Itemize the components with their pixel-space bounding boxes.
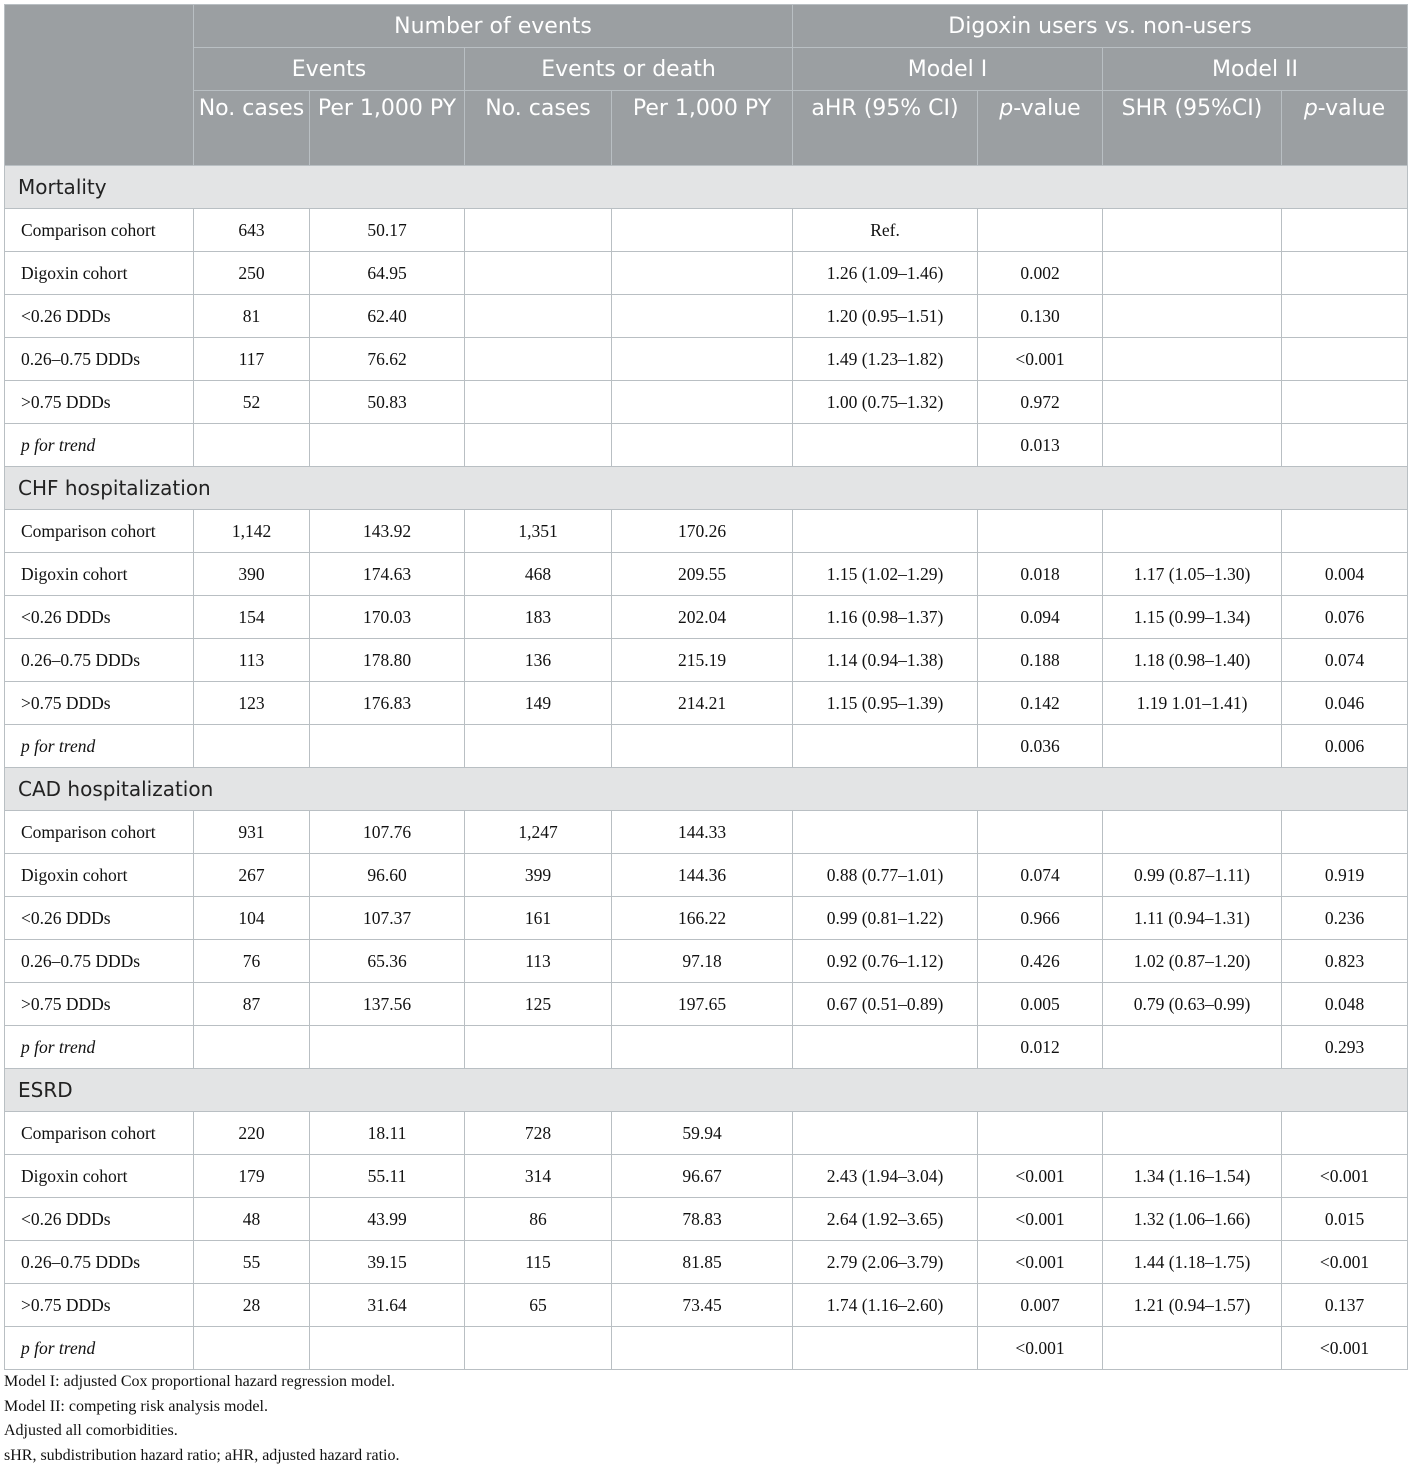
table-cell: 0.188 bbox=[978, 639, 1103, 682]
table-cell bbox=[612, 725, 793, 768]
section-row bbox=[5, 1069, 1408, 1112]
table-cell: 0.076 bbox=[1282, 596, 1408, 639]
table-cell bbox=[793, 811, 978, 854]
table-cell: 62.40 bbox=[310, 295, 465, 338]
table-cell bbox=[1282, 209, 1408, 252]
row-label: 0.26–0.75 DDDs bbox=[5, 338, 194, 381]
table-row bbox=[5, 983, 1408, 1026]
table-cell bbox=[793, 424, 978, 467]
table-cell: 28 bbox=[194, 1284, 310, 1327]
table-cell: 215.19 bbox=[612, 639, 793, 682]
table-cell: 0.002 bbox=[978, 252, 1103, 295]
table-cell: Ref. bbox=[793, 209, 978, 252]
table-cell: 468 bbox=[465, 553, 612, 596]
header-model-1: Model I bbox=[793, 48, 1103, 91]
table-cell: 149 bbox=[465, 682, 612, 725]
table-cell bbox=[1103, 295, 1282, 338]
table-row bbox=[5, 424, 1408, 467]
table-cell: 176.83 bbox=[310, 682, 465, 725]
table-cell bbox=[612, 381, 793, 424]
table-cell: 643 bbox=[194, 209, 310, 252]
table-cell: 43.99 bbox=[310, 1198, 465, 1241]
table-cell: 214.21 bbox=[612, 682, 793, 725]
p-letter: p bbox=[999, 96, 1013, 121]
table-cell: 1.00 (0.75–1.32) bbox=[793, 381, 978, 424]
table-cell: 1.16 (0.98–1.37) bbox=[793, 596, 978, 639]
table-row bbox=[5, 1198, 1408, 1241]
row-label: <0.26 DDDs bbox=[5, 897, 194, 940]
table-cell: 154 bbox=[194, 596, 310, 639]
table-cell: 314 bbox=[465, 1155, 612, 1198]
table-cell: 136 bbox=[465, 639, 612, 682]
header-blank-cell bbox=[5, 5, 194, 166]
row-label: >0.75 DDDs bbox=[5, 983, 194, 1026]
table-cell bbox=[1103, 424, 1282, 467]
table-cell: 0.99 (0.81–1.22) bbox=[793, 897, 978, 940]
table-cell bbox=[793, 1026, 978, 1069]
table-cell: 96.60 bbox=[310, 854, 465, 897]
header-comparison: Digoxin users vs. non-users bbox=[793, 5, 1408, 48]
table-cell bbox=[194, 424, 310, 467]
table-row bbox=[5, 1112, 1408, 1155]
table-cell: 144.33 bbox=[612, 811, 793, 854]
table-cell bbox=[1103, 252, 1282, 295]
table-cell: 0.036 bbox=[978, 725, 1103, 768]
row-label: >0.75 DDDs bbox=[5, 682, 194, 725]
table-header bbox=[5, 5, 1408, 166]
table-cell: 0.972 bbox=[978, 381, 1103, 424]
table-cell bbox=[1103, 209, 1282, 252]
header-no-cases-events: No. cases bbox=[194, 91, 310, 166]
table-cell bbox=[978, 811, 1103, 854]
table-cell: 0.094 bbox=[978, 596, 1103, 639]
table-cell bbox=[612, 252, 793, 295]
section-title: Mortality bbox=[5, 166, 1408, 209]
table-cell: 137.56 bbox=[310, 983, 465, 1026]
table-cell: 179 bbox=[194, 1155, 310, 1198]
row-label: <0.26 DDDs bbox=[5, 596, 194, 639]
row-label: <0.26 DDDs bbox=[5, 295, 194, 338]
row-label: <0.26 DDDs bbox=[5, 1198, 194, 1241]
table-cell bbox=[465, 381, 612, 424]
table-cell bbox=[194, 1327, 310, 1370]
table-cell bbox=[1282, 338, 1408, 381]
table-cell: <0.001 bbox=[1282, 1155, 1408, 1198]
table-cell: 39.15 bbox=[310, 1241, 465, 1284]
table-cell: 0.966 bbox=[978, 897, 1103, 940]
table-cell: 0.919 bbox=[1282, 854, 1408, 897]
table-cell: 87 bbox=[194, 983, 310, 1026]
table-cell: <0.001 bbox=[978, 1155, 1103, 1198]
table-cell: 0.92 (0.76–1.12) bbox=[793, 940, 978, 983]
table-cell: 0.007 bbox=[978, 1284, 1103, 1327]
table-row bbox=[5, 897, 1408, 940]
table-cell bbox=[978, 1112, 1103, 1155]
section-title: CAD hospitalization bbox=[5, 768, 1408, 811]
table-cell: 0.046 bbox=[1282, 682, 1408, 725]
table-cell: 0.012 bbox=[978, 1026, 1103, 1069]
table-row bbox=[5, 510, 1408, 553]
section-title: ESRD bbox=[5, 1069, 1408, 1112]
footnote: sHR, subdistribution hazard ratio; aHR, adjusted hazard ratio. bbox=[4, 1444, 399, 1468]
table-cell bbox=[978, 209, 1103, 252]
table-cell: 220 bbox=[194, 1112, 310, 1155]
value-suffix: -value bbox=[1318, 96, 1385, 121]
table-cell: 50.83 bbox=[310, 381, 465, 424]
table-cell: <0.001 bbox=[1282, 1327, 1408, 1370]
table-cell bbox=[310, 725, 465, 768]
row-label: 0.26–0.75 DDDs bbox=[5, 1241, 194, 1284]
table-cell bbox=[978, 510, 1103, 553]
table-cell: 202.04 bbox=[612, 596, 793, 639]
table-cell bbox=[465, 338, 612, 381]
table-row bbox=[5, 1327, 1408, 1370]
table-cell bbox=[793, 1112, 978, 1155]
table-cell bbox=[1103, 338, 1282, 381]
table-cell: 1.26 (1.09–1.46) bbox=[793, 252, 978, 295]
table-cell: 0.142 bbox=[978, 682, 1103, 725]
table-cell: 1.32 (1.06–1.66) bbox=[1103, 1198, 1282, 1241]
table-cell bbox=[310, 1026, 465, 1069]
table-cell: 166.22 bbox=[612, 897, 793, 940]
table-cell bbox=[1282, 252, 1408, 295]
table-cell: 1.19 1.01–1.41) bbox=[1103, 682, 1282, 725]
table-cell bbox=[793, 1327, 978, 1370]
row-label: >0.75 DDDs bbox=[5, 381, 194, 424]
table-cell: 267 bbox=[194, 854, 310, 897]
header-ahr: aHR (95% CI) bbox=[793, 91, 978, 166]
table-cell bbox=[194, 725, 310, 768]
table-cell: 117 bbox=[194, 338, 310, 381]
row-label: 0.26–0.75 DDDs bbox=[5, 940, 194, 983]
table-cell: 107.76 bbox=[310, 811, 465, 854]
table-row bbox=[5, 854, 1408, 897]
table-row bbox=[5, 553, 1408, 596]
table-cell: 1.34 (1.16–1.54) bbox=[1103, 1155, 1282, 1198]
table-cell: 18.11 bbox=[310, 1112, 465, 1155]
table-row bbox=[5, 596, 1408, 639]
table-cell bbox=[612, 1026, 793, 1069]
table-row bbox=[5, 682, 1408, 725]
table-cell bbox=[612, 1327, 793, 1370]
table-cell bbox=[1103, 725, 1282, 768]
table-cell: 81.85 bbox=[612, 1241, 793, 1284]
header-no-cases-events-or-death: No. cases bbox=[465, 91, 612, 166]
table-cell bbox=[1282, 811, 1408, 854]
table-cell: 113 bbox=[465, 940, 612, 983]
table-row bbox=[5, 1155, 1408, 1198]
header-model-2: Model II bbox=[1103, 48, 1408, 91]
table-cell: 2.79 (2.06–3.79) bbox=[793, 1241, 978, 1284]
table-cell: 97.18 bbox=[612, 940, 793, 983]
table-cell: <0.001 bbox=[978, 1327, 1103, 1370]
row-label: Comparison cohort bbox=[5, 811, 194, 854]
table-cell bbox=[612, 209, 793, 252]
table-cell: 1.02 (0.87–1.20) bbox=[1103, 940, 1282, 983]
header-shr: SHR (95%CI) bbox=[1103, 91, 1282, 166]
table-row bbox=[5, 381, 1408, 424]
table-cell bbox=[194, 1026, 310, 1069]
table-cell bbox=[793, 725, 978, 768]
table-cell: 197.65 bbox=[612, 983, 793, 1026]
table-cell: 0.013 bbox=[978, 424, 1103, 467]
table-cell bbox=[1282, 424, 1408, 467]
row-label: 0.26–0.75 DDDs bbox=[5, 639, 194, 682]
table-cell: 107.37 bbox=[310, 897, 465, 940]
table-cell bbox=[1103, 510, 1282, 553]
table-cell: 125 bbox=[465, 983, 612, 1026]
table-cell: 64.95 bbox=[310, 252, 465, 295]
table-cell: 399 bbox=[465, 854, 612, 897]
table-row bbox=[5, 1026, 1408, 1069]
table-cell: 81 bbox=[194, 295, 310, 338]
table-cell: 0.130 bbox=[978, 295, 1103, 338]
table-cell: 65 bbox=[465, 1284, 612, 1327]
table-cell: <0.001 bbox=[1282, 1241, 1408, 1284]
table-cell: 1.15 (1.02–1.29) bbox=[793, 553, 978, 596]
table-cell bbox=[465, 1327, 612, 1370]
table-cell bbox=[465, 209, 612, 252]
table-cell: 52 bbox=[194, 381, 310, 424]
table-cell bbox=[612, 295, 793, 338]
table-cell: 78.83 bbox=[612, 1198, 793, 1241]
table-cell bbox=[310, 424, 465, 467]
table-cell: 0.074 bbox=[978, 854, 1103, 897]
table-cell bbox=[465, 295, 612, 338]
table-cell bbox=[793, 510, 978, 553]
table-cell: 0.048 bbox=[1282, 983, 1408, 1026]
table-cell: 1.20 (0.95–1.51) bbox=[793, 295, 978, 338]
table-cell bbox=[1282, 510, 1408, 553]
header-events: Events bbox=[194, 48, 465, 91]
table-cell: 144.36 bbox=[612, 854, 793, 897]
table-row bbox=[5, 639, 1408, 682]
row-label: p for trend bbox=[5, 725, 194, 768]
table-cell: 0.074 bbox=[1282, 639, 1408, 682]
row-label: Digoxin cohort bbox=[5, 252, 194, 295]
table-cell: 0.293 bbox=[1282, 1026, 1408, 1069]
table-cell: 1.11 (0.94–1.31) bbox=[1103, 897, 1282, 940]
table-cell: 0.015 bbox=[1282, 1198, 1408, 1241]
table-cell: 48 bbox=[194, 1198, 310, 1241]
table-cell: 1,142 bbox=[194, 510, 310, 553]
table-cell: 55.11 bbox=[310, 1155, 465, 1198]
header-per-1000-events: Per 1,000 PY bbox=[310, 91, 465, 166]
table-cell bbox=[465, 424, 612, 467]
table-cell: 0.006 bbox=[1282, 725, 1408, 768]
table-cell: 1.15 (0.99–1.34) bbox=[1103, 596, 1282, 639]
table-row bbox=[5, 940, 1408, 983]
table-row bbox=[5, 1241, 1408, 1284]
table-cell: 0.426 bbox=[978, 940, 1103, 983]
p-letter: p bbox=[1304, 96, 1318, 121]
table-cell: 1.14 (0.94–1.38) bbox=[793, 639, 978, 682]
table-cell bbox=[1282, 295, 1408, 338]
row-label: Comparison cohort bbox=[5, 209, 194, 252]
table-cell: 2.64 (1.92–3.65) bbox=[793, 1198, 978, 1241]
table-cell: 209.55 bbox=[612, 553, 793, 596]
table-cell: 1.74 (1.16–2.60) bbox=[793, 1284, 978, 1327]
table-cell: <0.001 bbox=[978, 338, 1103, 381]
table-cell: 161 bbox=[465, 897, 612, 940]
table-cell: 113 bbox=[194, 639, 310, 682]
row-label: p for trend bbox=[5, 424, 194, 467]
table-row bbox=[5, 338, 1408, 381]
table-cell: 115 bbox=[465, 1241, 612, 1284]
results-table bbox=[4, 4, 1408, 1370]
table-cell: 76.62 bbox=[310, 338, 465, 381]
row-label: >0.75 DDDs bbox=[5, 1284, 194, 1327]
table-cell: 123 bbox=[194, 682, 310, 725]
table-cell: 31.64 bbox=[310, 1284, 465, 1327]
row-label: Digoxin cohort bbox=[5, 854, 194, 897]
table-cell: 1,247 bbox=[465, 811, 612, 854]
section-title: CHF hospitalization bbox=[5, 467, 1408, 510]
header-per-1000-events-or-death: Per 1,000 PY bbox=[612, 91, 793, 166]
table-row bbox=[5, 725, 1408, 768]
table-cell: 55 bbox=[194, 1241, 310, 1284]
row-label: p for trend bbox=[5, 1327, 194, 1370]
table-cell: 390 bbox=[194, 553, 310, 596]
table-cell: 50.17 bbox=[310, 209, 465, 252]
table-row bbox=[5, 1284, 1408, 1327]
table-cell: 0.018 bbox=[978, 553, 1103, 596]
row-label: p for trend bbox=[5, 1026, 194, 1069]
row-label: Digoxin cohort bbox=[5, 1155, 194, 1198]
table-cell: 1.18 (0.98–1.40) bbox=[1103, 639, 1282, 682]
table-cell: 1.21 (0.94–1.57) bbox=[1103, 1284, 1282, 1327]
footnote: Adjusted all comorbidities. bbox=[4, 1419, 399, 1444]
table-cell: 0.137 bbox=[1282, 1284, 1408, 1327]
table-cell: 728 bbox=[465, 1112, 612, 1155]
table-cell: 0.236 bbox=[1282, 897, 1408, 940]
table-row bbox=[5, 295, 1408, 338]
table-cell bbox=[1103, 1026, 1282, 1069]
table-cell bbox=[465, 252, 612, 295]
table-cell bbox=[612, 338, 793, 381]
table-cell: 143.92 bbox=[310, 510, 465, 553]
table-cell: 183 bbox=[465, 596, 612, 639]
table-row bbox=[5, 811, 1408, 854]
table-cell: <0.001 bbox=[978, 1198, 1103, 1241]
table-row bbox=[5, 252, 1408, 295]
table-cell: 86 bbox=[465, 1198, 612, 1241]
value-suffix: -value bbox=[1013, 96, 1080, 121]
footnote: Model II: competing risk analysis model. bbox=[4, 1395, 399, 1420]
table-cell: 250 bbox=[194, 252, 310, 295]
table-cell: 65.36 bbox=[310, 940, 465, 983]
table-cell: 76 bbox=[194, 940, 310, 983]
table-body bbox=[5, 166, 1408, 1370]
table-cell: 73.45 bbox=[612, 1284, 793, 1327]
table-cell: 0.88 (0.77–1.01) bbox=[793, 854, 978, 897]
table-cell bbox=[310, 1327, 465, 1370]
section-row bbox=[5, 467, 1408, 510]
table-cell: 1.44 (1.18–1.75) bbox=[1103, 1241, 1282, 1284]
table-cell bbox=[1103, 1327, 1282, 1370]
table-cell bbox=[612, 424, 793, 467]
table-cell: 1,351 bbox=[465, 510, 612, 553]
table-cell bbox=[1103, 381, 1282, 424]
table-cell bbox=[1282, 1112, 1408, 1155]
table-cell: 0.823 bbox=[1282, 940, 1408, 983]
row-label: Comparison cohort bbox=[5, 1112, 194, 1155]
section-row bbox=[5, 768, 1408, 811]
table-row bbox=[5, 209, 1408, 252]
table-cell: 0.99 (0.87–1.11) bbox=[1103, 854, 1282, 897]
table-cell: 59.94 bbox=[612, 1112, 793, 1155]
table-cell: 1.15 (0.95–1.39) bbox=[793, 682, 978, 725]
table-cell: 1.49 (1.23–1.82) bbox=[793, 338, 978, 381]
table-cell: 174.63 bbox=[310, 553, 465, 596]
header-number-of-events: Number of events bbox=[194, 5, 793, 48]
table-cell: 931 bbox=[194, 811, 310, 854]
table-cell bbox=[1103, 811, 1282, 854]
table-cell: 0.67 (0.51–0.89) bbox=[793, 983, 978, 1026]
table-cell bbox=[1103, 1112, 1282, 1155]
table-cell bbox=[1282, 381, 1408, 424]
table-cell: 178.80 bbox=[310, 639, 465, 682]
table-cell: 170.03 bbox=[310, 596, 465, 639]
table-cell bbox=[465, 725, 612, 768]
table-cell bbox=[465, 1026, 612, 1069]
table-cell: 1.17 (1.05–1.30) bbox=[1103, 553, 1282, 596]
header-p-value-model-2 bbox=[1282, 91, 1408, 166]
table-cell: 0.005 bbox=[978, 983, 1103, 1026]
row-label: Comparison cohort bbox=[5, 510, 194, 553]
section-row bbox=[5, 166, 1408, 209]
table-cell: 0.004 bbox=[1282, 553, 1408, 596]
table-cell: 96.67 bbox=[612, 1155, 793, 1198]
table-footnotes bbox=[4, 1370, 399, 1468]
table-cell: 2.43 (1.94–3.04) bbox=[793, 1155, 978, 1198]
footnote: Model I: adjusted Cox proportional hazard regression model. bbox=[4, 1370, 399, 1395]
header-p-value-model-1 bbox=[978, 91, 1103, 166]
table-cell: 0.79 (0.63–0.99) bbox=[1103, 983, 1282, 1026]
table-cell: <0.001 bbox=[978, 1241, 1103, 1284]
header-events-or-death: Events or death bbox=[465, 48, 793, 91]
table-cell: 104 bbox=[194, 897, 310, 940]
table-cell: 170.26 bbox=[612, 510, 793, 553]
row-label: Digoxin cohort bbox=[5, 553, 194, 596]
